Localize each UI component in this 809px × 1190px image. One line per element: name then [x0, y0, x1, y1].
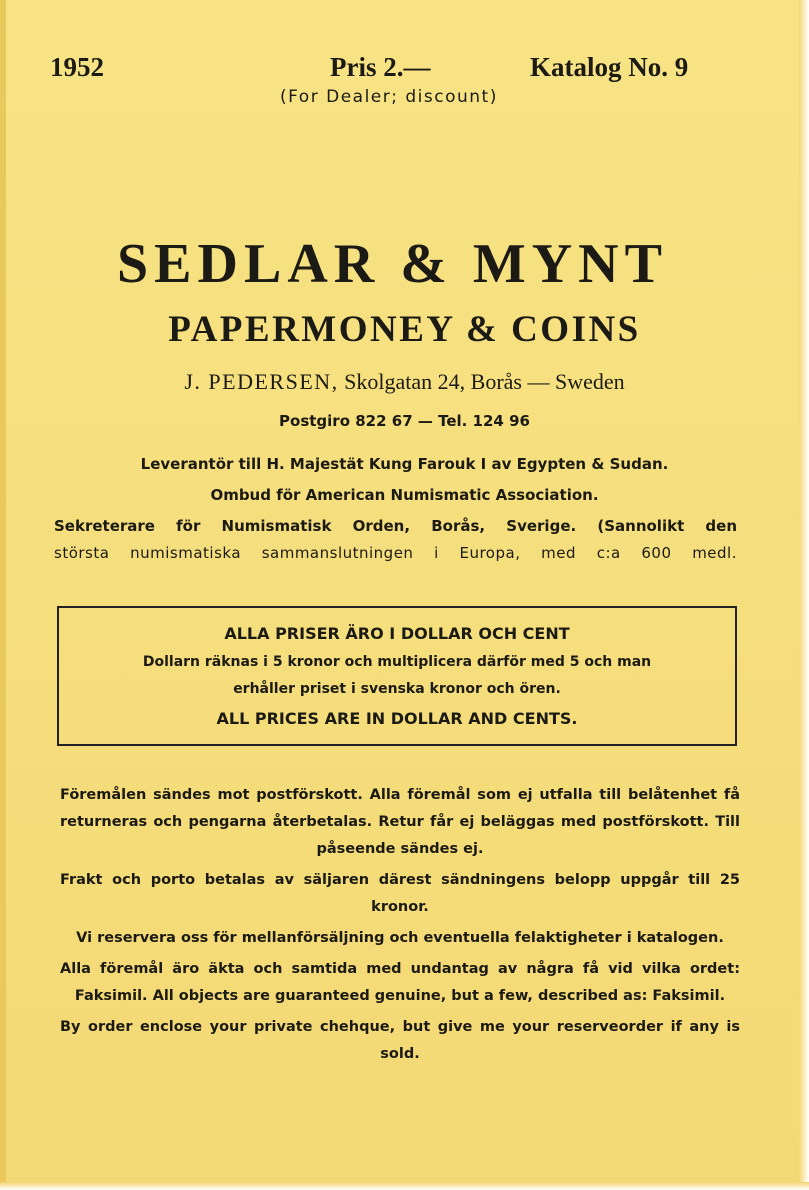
page-title: SEDLAR & MYNT: [117, 233, 668, 295]
terms-paragraph: Frakt och porto betalas av säljaren därest sändningens belopp uppgår till 25 kronor.: [60, 872, 740, 915]
owner-name: J. PEDERSEN,: [184, 369, 339, 394]
credential-line: Sekreterare för Numismatisk Orden, Borås, Sverige. (Sannolikt den: [54, 517, 737, 535]
dealer-note: (For Dealer; discount): [280, 87, 498, 107]
price-notice-box: [57, 606, 737, 746]
terms-paragraph: By order enclose your private chehque, but give me your reserveorder if any is sold.: [60, 1019, 740, 1062]
notice-line: ALLA PRISER ÄRO I DOLLAR OCH CENT: [224, 624, 570, 643]
notice-line: ALL PRICES ARE IN DOLLAR AND CENTS.: [216, 709, 578, 728]
notice-line: Dollarn räknas i 5 kronor och multiplicera därför med 5 och man: [142, 654, 652, 670]
credential-line: Leverantör till H. Majestät Kung Farouk I av Egypten & Sudan.: [140, 455, 669, 473]
year: 1952: [50, 52, 104, 82]
notice-line: erhåller priset i svenska kronor och ören.: [233, 681, 561, 697]
cover-header: [0, 52, 809, 112]
terms-paragraph: Föremålen sändes mot postförskott. Alla föremål som ej utfalla till belåtenhet få returneras och pengarna återbetalas. Retur får ej beläggas med postförskott. Till påseende sändes ej.: [60, 787, 740, 857]
page-subtitle: PAPERMONEY & COINS: [168, 309, 641, 350]
terms-paragraph: Alla föremål äro äkta och samtida med undantag av några få vid vilka ordet: Faksimil. All objects are guaranteed genuine, but a few, described as: Faksimil.: [60, 961, 740, 1004]
credential-line: Ombud för American Numismatic Association.: [210, 486, 599, 504]
terms-section: [60, 782, 740, 1072]
paper-edge-bottom: [0, 1182, 809, 1190]
paper-edge-left: [0, 0, 6, 1190]
paper-edge-right: [799, 0, 809, 1190]
catalog-number: Katalog No. 9: [530, 52, 689, 82]
contact-info: Postgiro 822 67 — Tel. 124 96: [279, 412, 530, 430]
price: Pris 2.—: [330, 52, 431, 82]
credential-line: största numismatiska sammanslutningen i Europa, med c:a 600 medl.: [54, 544, 737, 562]
street-address: Skolgatan 24, Borås — Sweden: [344, 369, 625, 394]
address: [0, 369, 809, 395]
terms-paragraph: Vi reservera oss för mellanförsäljning och eventuella felaktigheter i katalogen.: [76, 930, 724, 946]
